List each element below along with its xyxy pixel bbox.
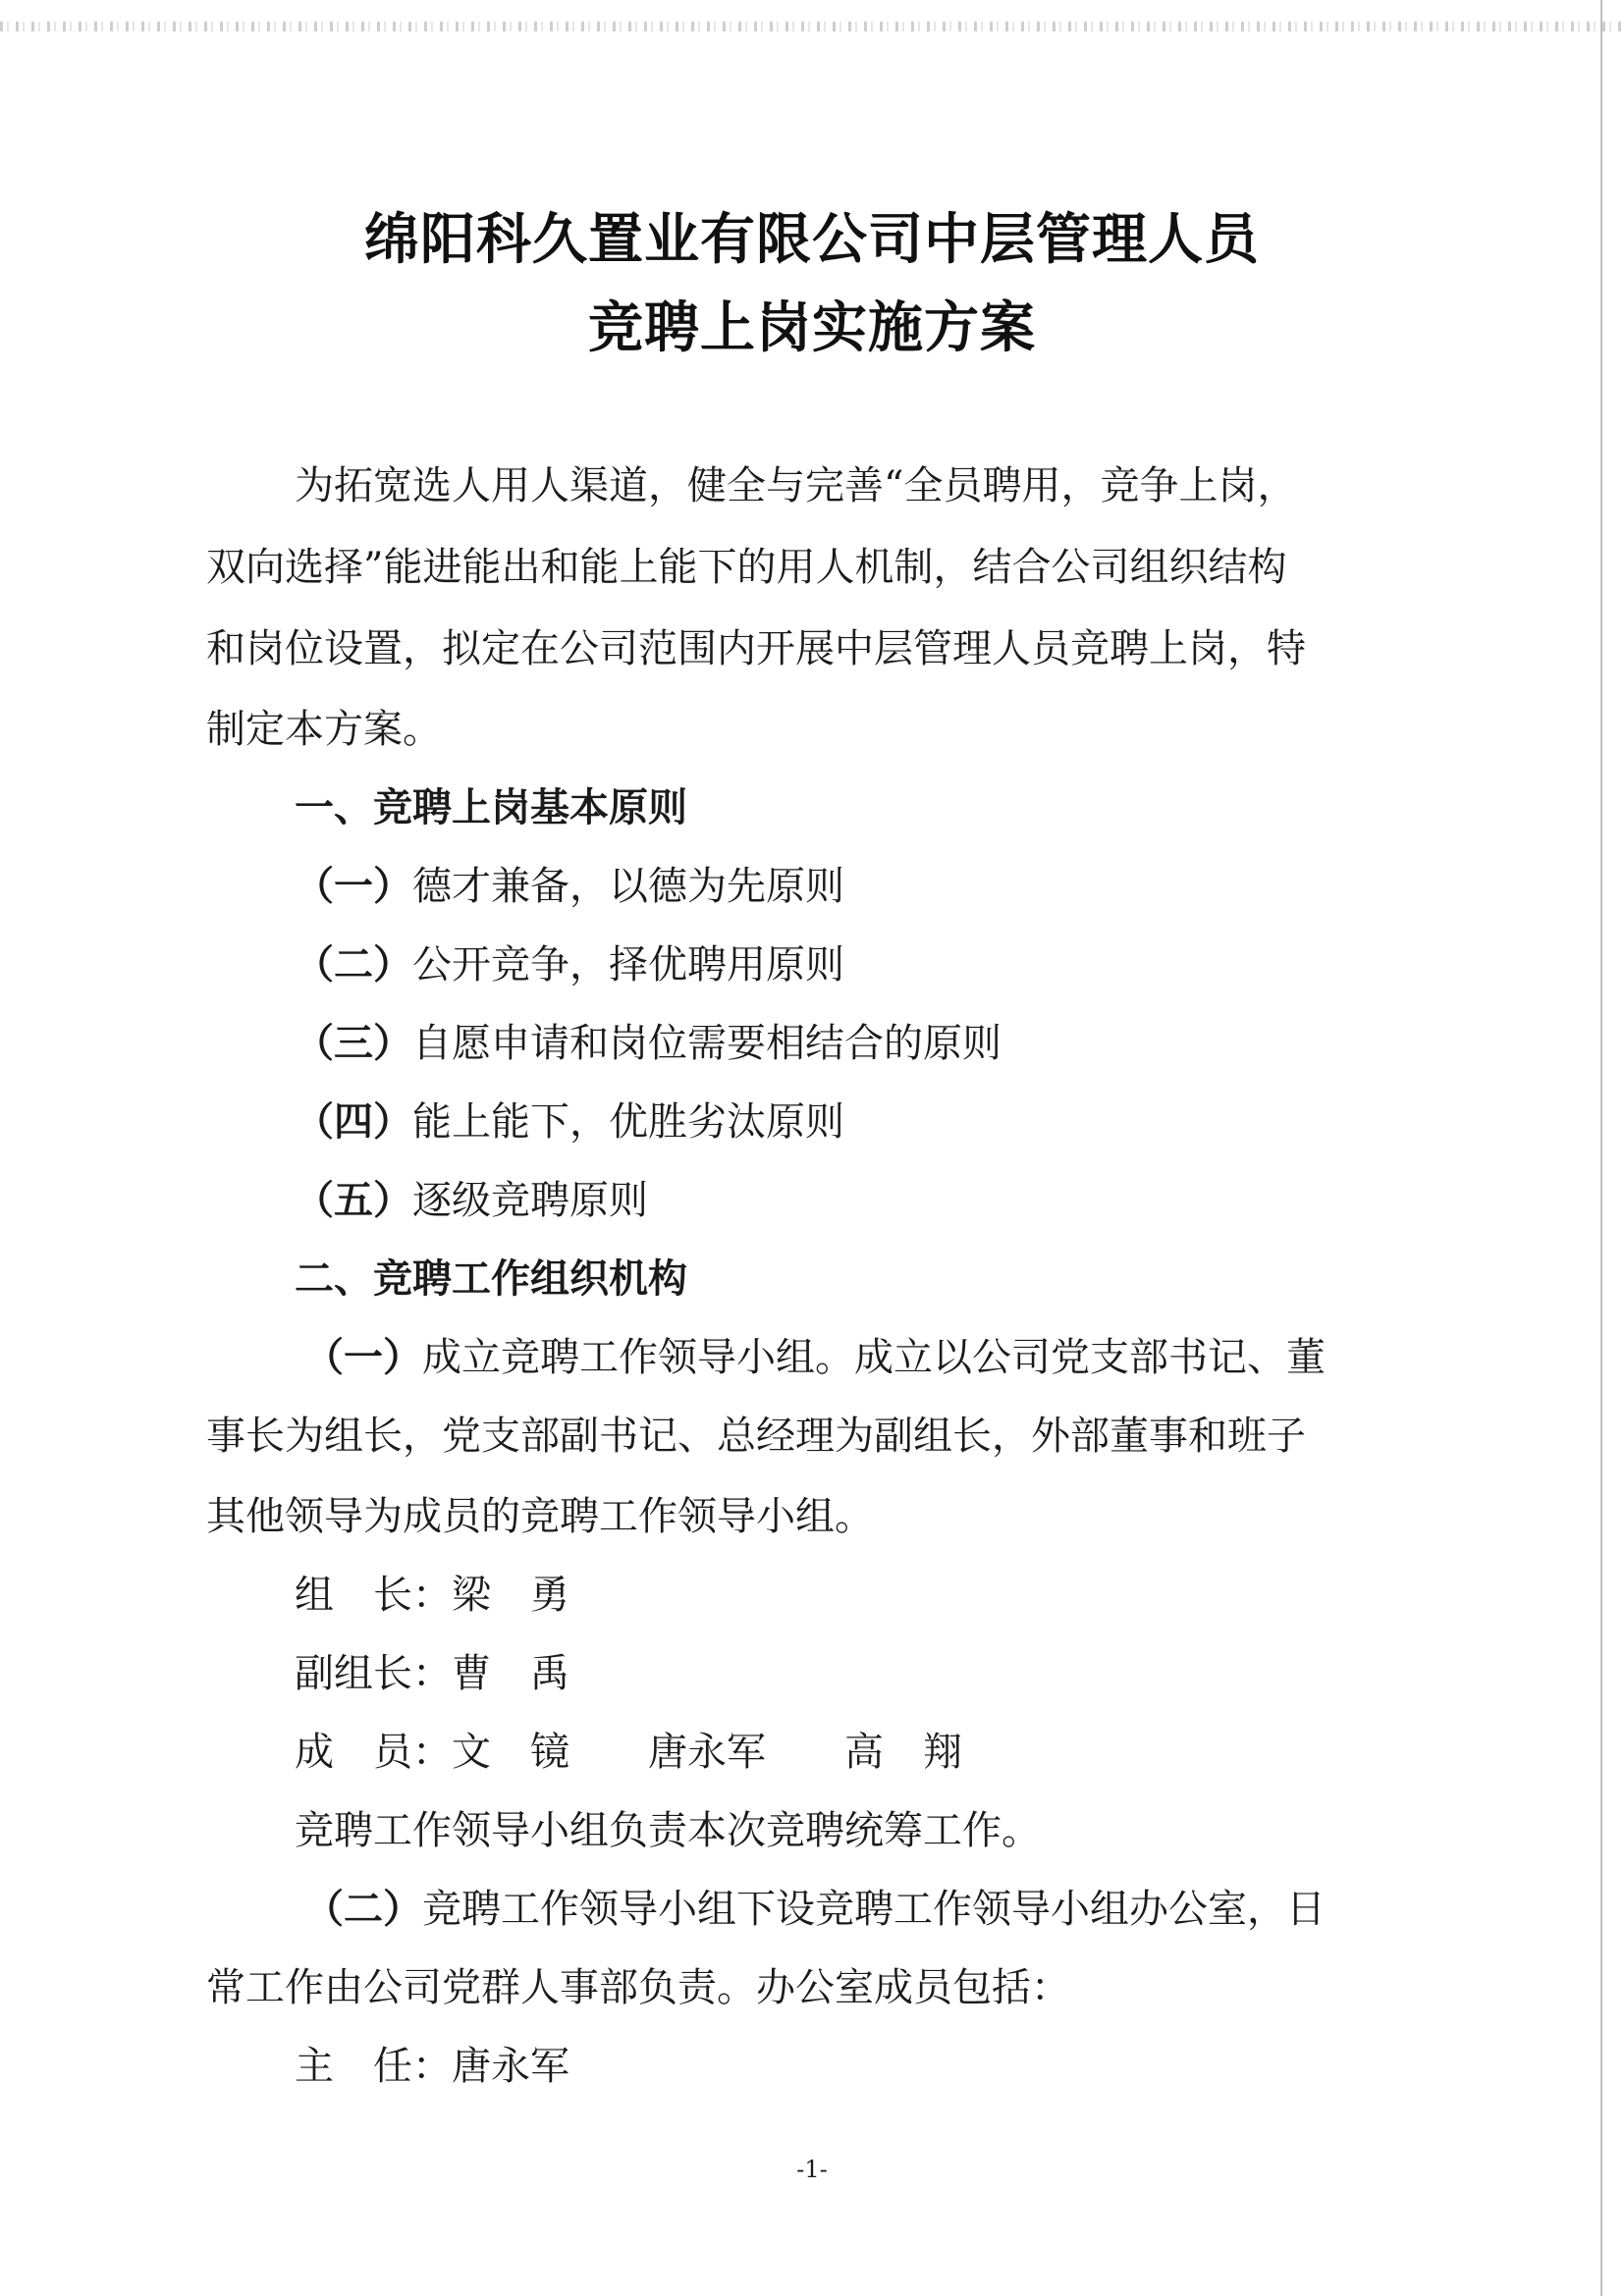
section2-p2-line2: 常工作由公司党群人事部负责。办公室成员包括：: [206, 1965, 1070, 2010]
section2-p1-line3: 其他领导为成员的竞聘工作领导小组。: [206, 1494, 874, 1539]
principle-text: 能上能下，优胜劣汰原则: [412, 1099, 844, 1145]
principle-text: 德才兼备，以德为先原则: [412, 864, 844, 909]
intro-line4: 制定本方案。: [206, 707, 442, 752]
principle-num: （一）: [295, 863, 412, 909]
principle-item: [295, 862, 1492, 911]
page-number: -1-: [796, 2156, 828, 2183]
principle-item: [295, 1019, 1492, 1068]
leader-line: 组 长：梁 勇: [295, 1573, 569, 1618]
principle-num: （二）: [295, 941, 412, 988]
section2-p1-num: （一）: [304, 1334, 422, 1380]
principle-num: （五）: [295, 1177, 412, 1223]
duty-line: 竞聘工作领导小组负责本次竞聘统筹工作。: [295, 1808, 1041, 1853]
principle-item: [295, 1097, 1492, 1147]
principle-item: [295, 940, 1492, 989]
principle-text: 逐级竞聘原则: [412, 1178, 648, 1223]
section2-p2-line1: [304, 1885, 1502, 1934]
section2-p1-text1: 成立竞聘工作领导小组。成立以公司党支部书记、董: [422, 1335, 1326, 1380]
members-line: 成 员：文 镜 唐永军 高 翔: [295, 1730, 962, 1775]
deputy-line: 副组长：曹 禹: [295, 1651, 569, 1696]
principle-num: （四）: [295, 1098, 412, 1145]
principle-num: （三）: [295, 1020, 412, 1066]
section2-heading: 二、竞聘工作组织机构: [295, 1256, 687, 1302]
section2-p2-num: （二）: [304, 1886, 422, 1932]
intro-line3: 和岗位设置，拟定在公司范围内开展中层管理人员竞聘上岗，特: [206, 626, 1306, 671]
section2-p1-line1: [304, 1333, 1502, 1382]
document-title-line1: 绵阳科久置业有限公司中层管理人员: [364, 208, 1260, 272]
document-title-line2: 竞聘上岗实施方案: [588, 296, 1036, 360]
principle-item: [295, 1176, 1492, 1225]
section2-p2-text1: 竞聘工作领导小组下设竞聘工作领导小组办公室，日: [422, 1887, 1326, 1932]
principle-text: 公开竞争，择优聘用原则: [412, 942, 844, 988]
intro-line2: 双向选择”能进能出和能上能下的用人机制，结合公司组织结构: [206, 545, 1287, 590]
section2-p1-line2: 事长为组长，党支部副书记、总经理为副组长，外部董事和班子: [206, 1414, 1306, 1459]
intro-line1: 为拓宽选人用人渠道，健全与完善“全员聘用，竞争上岗，: [295, 463, 1297, 508]
section1-heading: 一、竞聘上岗基本原则: [295, 785, 687, 830]
scan-artifact-top: [0, 22, 1624, 31]
principle-text: 自愿申请和岗位需要相结合的原则: [412, 1021, 1001, 1066]
director-line: 主 任：唐永军: [295, 2044, 569, 2089]
